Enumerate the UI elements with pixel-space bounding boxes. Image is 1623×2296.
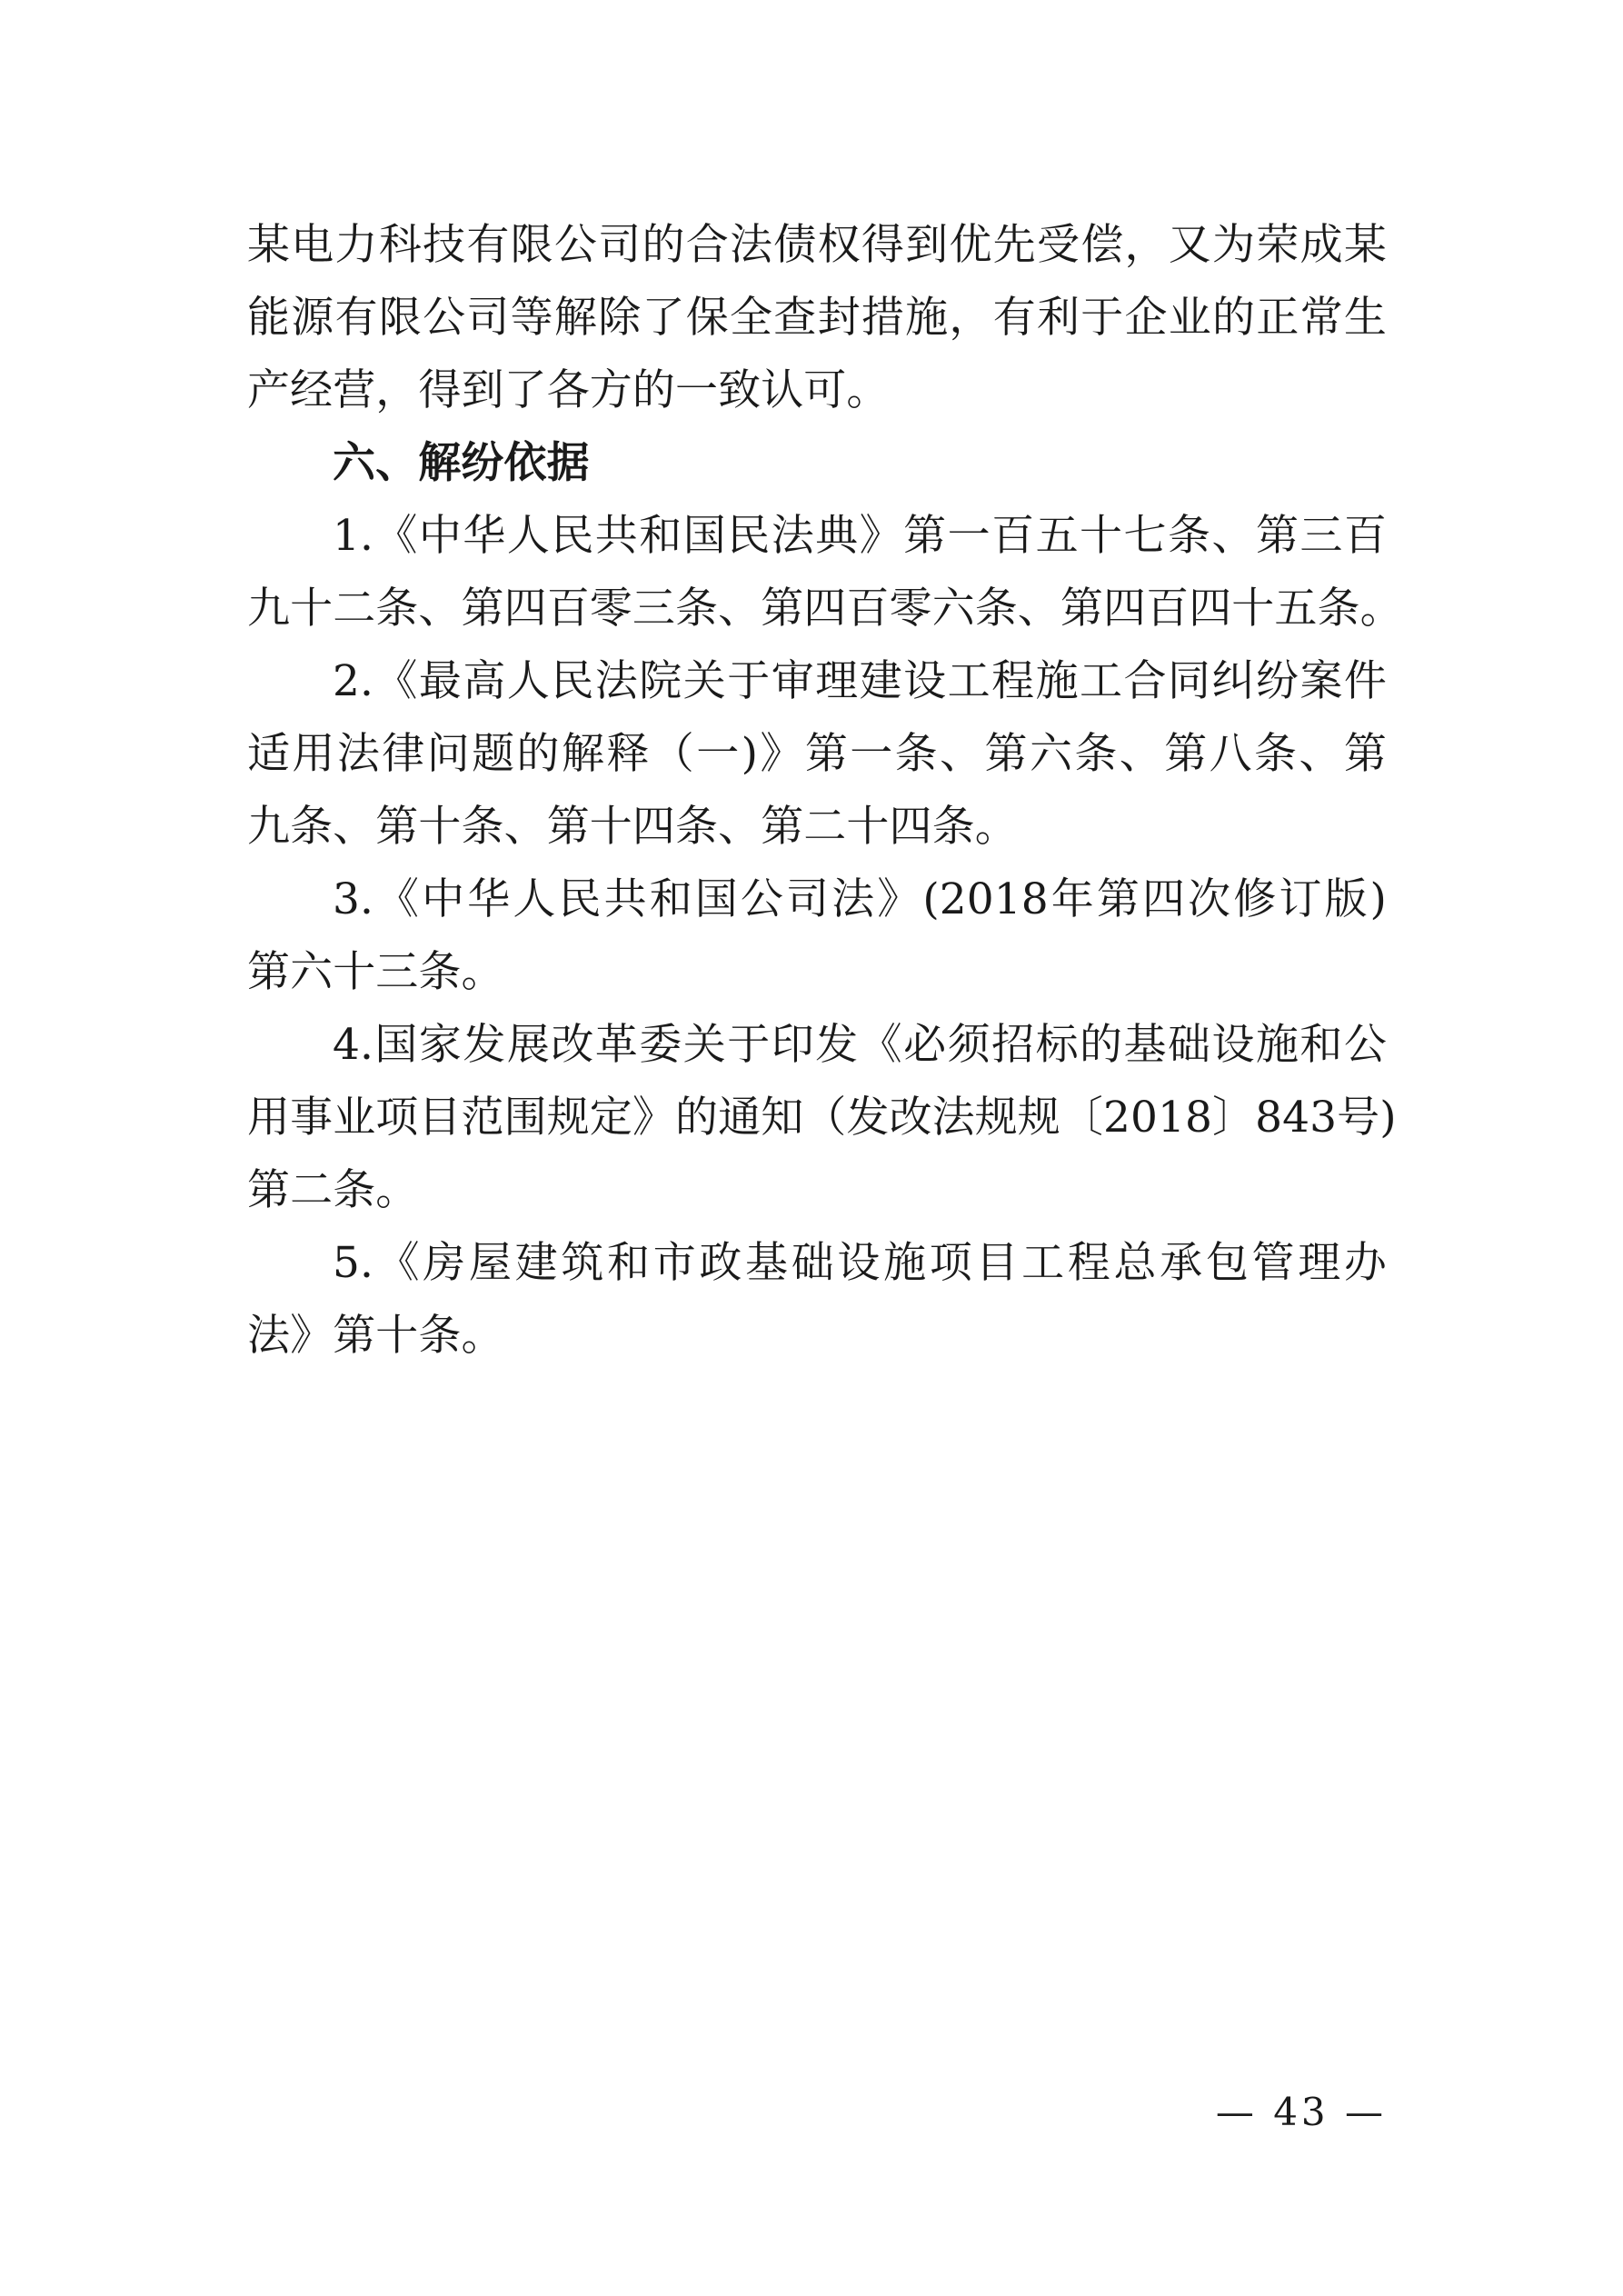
- basis-item-4: [247, 1009, 1397, 1227]
- basis-item-line: 第二条。: [247, 1165, 419, 1215]
- basis-item-line: 3.《中华人民共和国公司法》(2018年第四次修订版): [333, 874, 1387, 924]
- basis-item-3: [247, 863, 1387, 1009]
- basis-item-line: 4.国家发展改革委关于印发《必须招标的基础设施和公: [333, 1020, 1387, 1070]
- basis-item-line: 1.《中华人民共和国民法典》第一百五十七条、第三百: [333, 511, 1387, 561]
- paragraph-line: 产经营，得到了各方的一致认可。: [247, 365, 890, 415]
- basis-item-line: 适用法律问题的解释（一)》第一条、第六条、第八条、第: [247, 729, 1387, 779]
- basis-item-5: [247, 1227, 1387, 1373]
- basis-item-line: 九条、第十条、第十四条、第二十四条。: [247, 802, 1018, 852]
- basis-list: [247, 500, 1403, 1373]
- continued-paragraph: [247, 209, 1387, 427]
- paragraph-line: 某电力科技有限公司的合法债权得到优先受偿，又为荣成某: [247, 220, 1387, 270]
- page-body: [247, 209, 1403, 1373]
- page-number: — 43 —: [1215, 2090, 1387, 2134]
- basis-item-line: 第六十三条。: [247, 947, 504, 997]
- basis-item-1: [247, 500, 1403, 645]
- section-heading: 六、解纷依据: [333, 438, 590, 488]
- basis-item-line: 2.《最高人民法院关于审理建设工程施工合同纠纷案件: [333, 656, 1387, 706]
- basis-item-line: 九十二条、第四百零三条、第四百零六条、第四百四十五条。: [247, 584, 1403, 634]
- basis-item-2: [247, 645, 1387, 863]
- basis-item-line: 用事业项目范围规定》的通知（发改法规规〔2018〕843号): [247, 1093, 1397, 1143]
- basis-item-line: 5.《房屋建筑和市政基础设施项目工程总承包管理办: [333, 1238, 1387, 1288]
- basis-item-line: 法》第十条。: [247, 1311, 504, 1361]
- paragraph-line: 能源有限公司等解除了保全查封措施，有利于企业的正常生: [247, 293, 1387, 343]
